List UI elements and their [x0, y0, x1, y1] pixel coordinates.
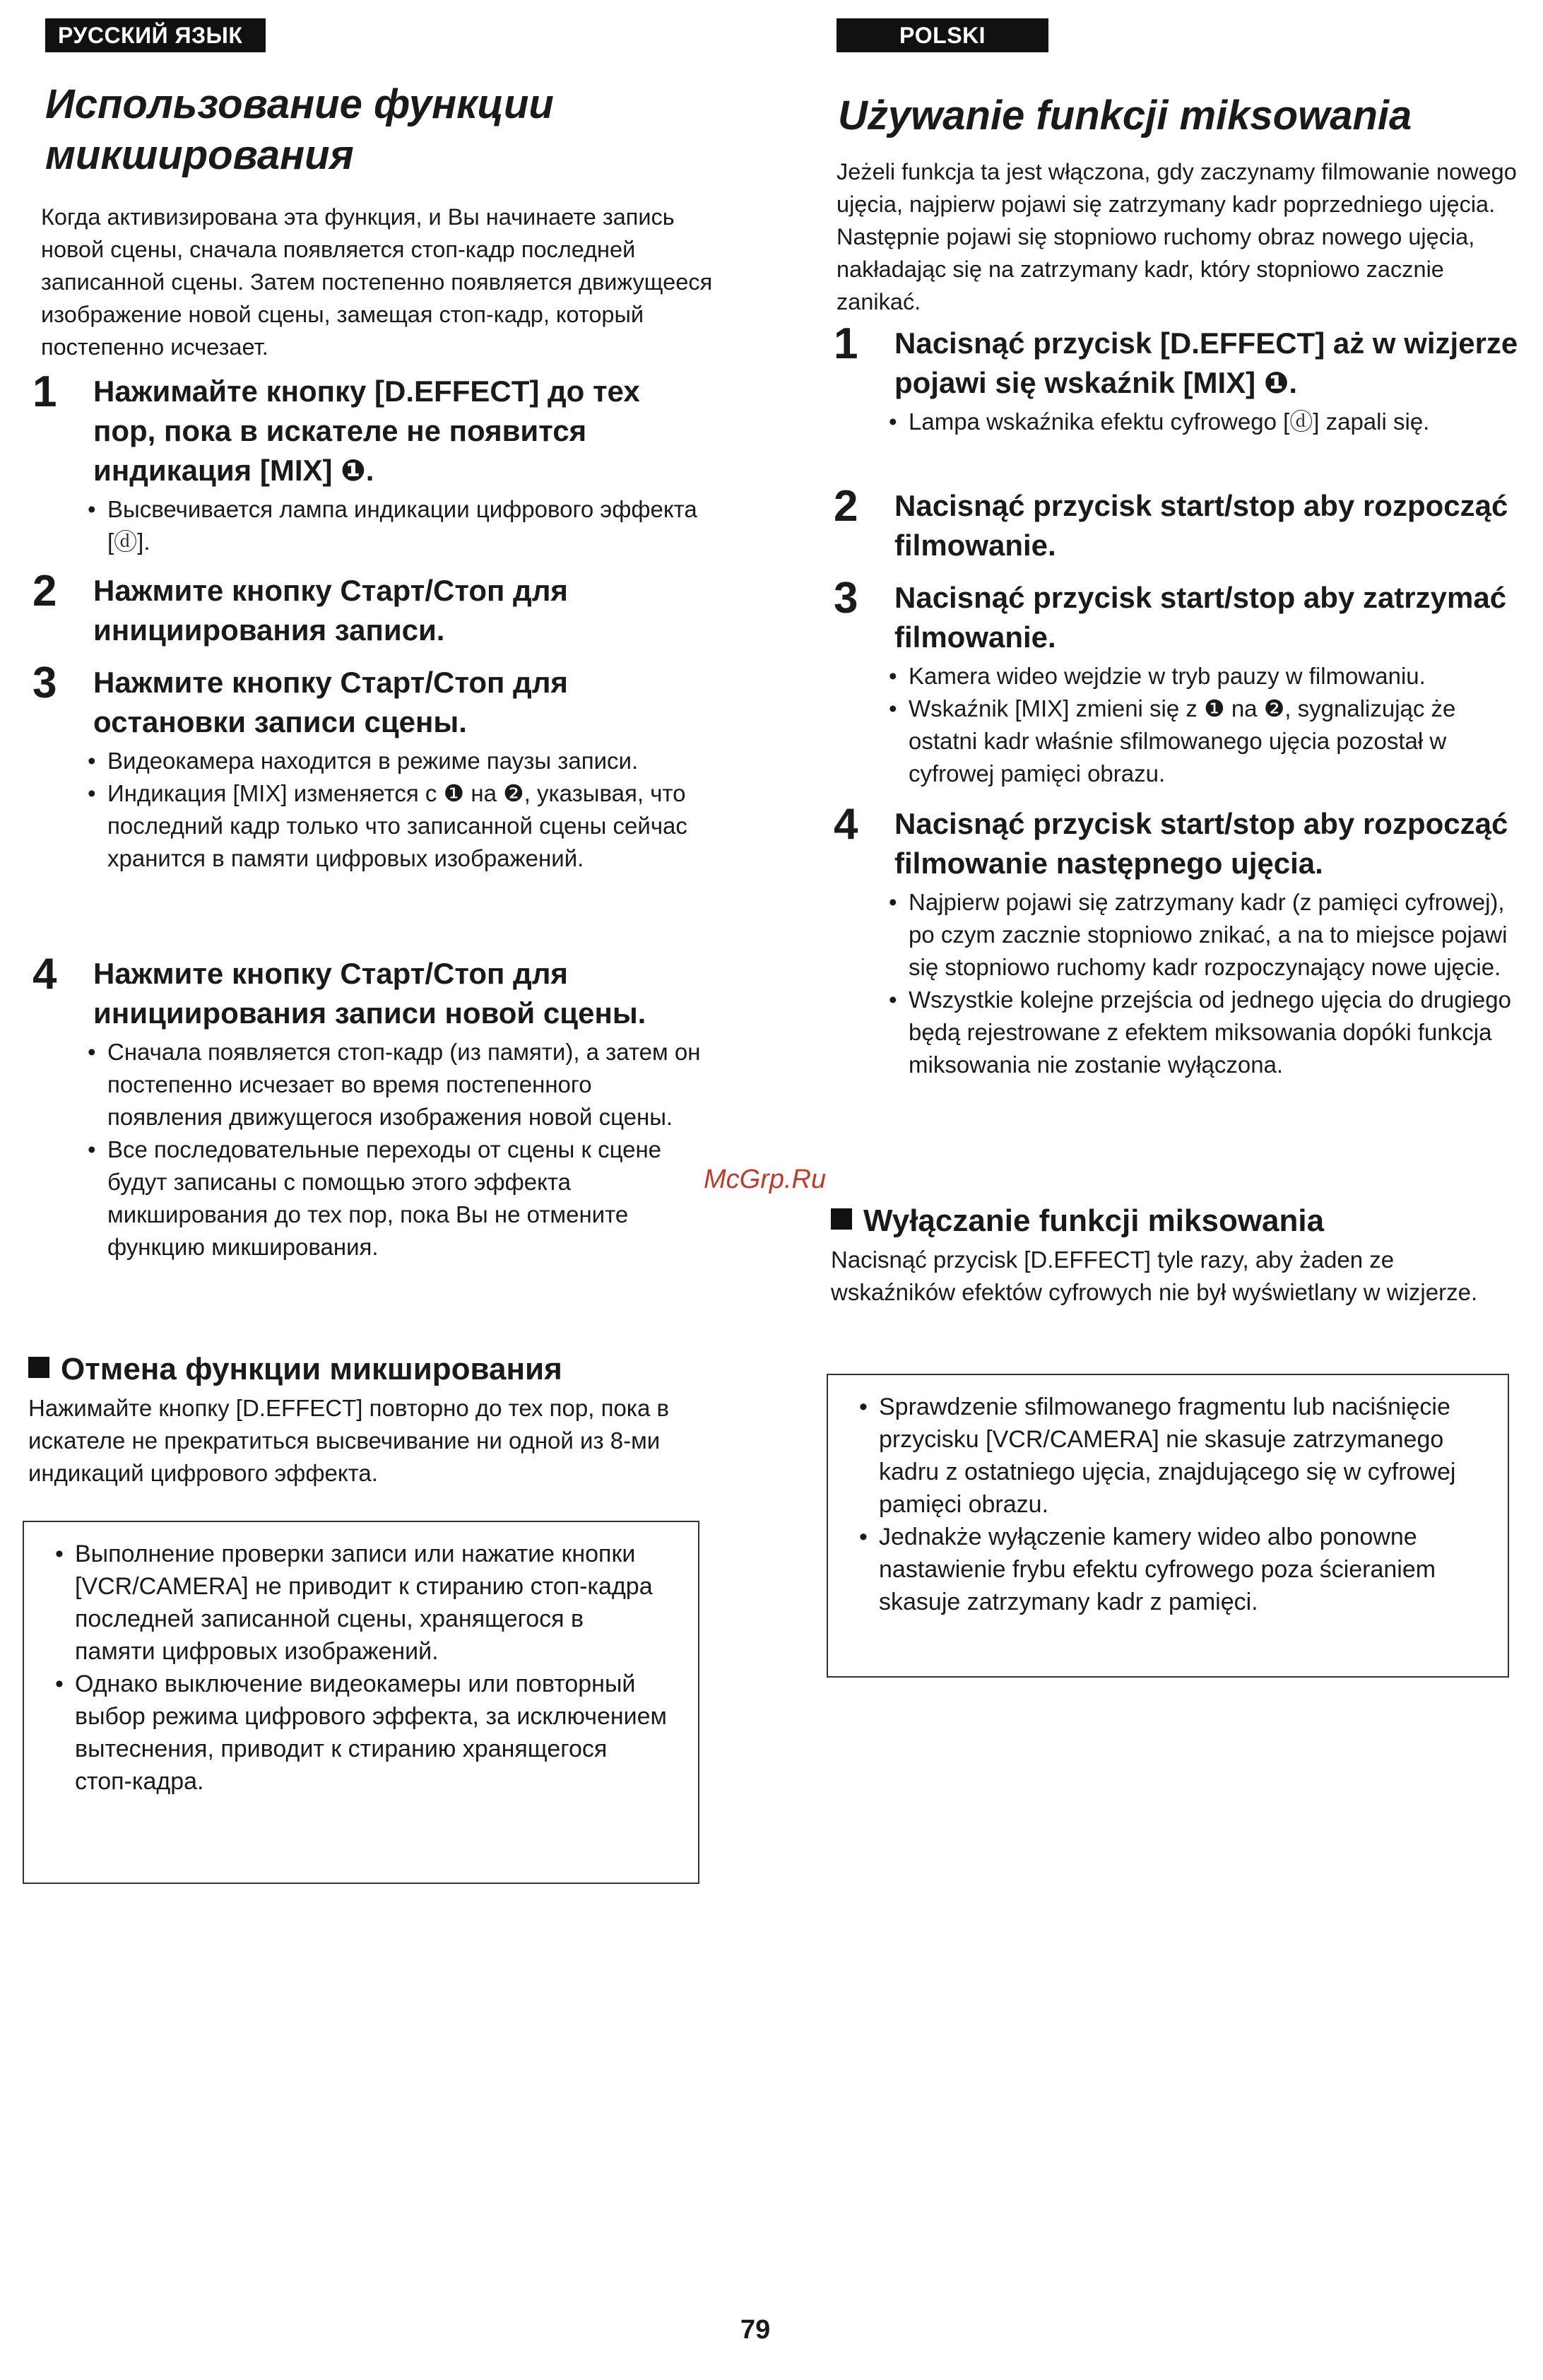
step-2: [827, 482, 1519, 565]
step-notes: [887, 406, 1519, 438]
step-number: 3: [834, 574, 858, 623]
section-title: Использование функции микширования: [45, 81, 554, 178]
cancel-heading: Отмена функции микширования: [28, 1350, 707, 1389]
step-number: 1: [32, 367, 57, 416]
language-tag: POLSKI: [836, 18, 1048, 52]
watermark: McGrp.Ru: [704, 1165, 827, 1194]
step-instruction: Нажимайте кнопку [D.EFFECT] до тех пор, пока в искателе не появится индикация [MIX] ❶.: [93, 375, 640, 487]
step-instruction: Nacisnąć przycisk start/stop aby rozpocząć filmowanie następnego ujęcia.: [894, 807, 1508, 880]
step-notes: [86, 493, 704, 558]
note-box: [23, 1521, 699, 1884]
section-title: Używanie funkcji miksowania: [838, 93, 1412, 139]
step-3: [827, 574, 1519, 790]
step-number: 3: [32, 659, 57, 707]
step-instruction: Nacisnąć przycisk start/stop aby rozpocząć filmowanie.: [894, 489, 1508, 562]
step-4: [827, 800, 1519, 1081]
step-instruction: Nacisnąć przycisk start/stop aby zatrzymać filmowanie.: [894, 581, 1507, 654]
note-item: • Lampa wskaźnika efektu cyfrowego [ⓓ] zapali się.: [887, 406, 1519, 438]
step-number: 2: [32, 567, 57, 615]
step-4: [25, 950, 704, 1263]
note-item: • Wszystkie kolejne przejścia od jednego ujęcia do drugiego będą rejestrowane z efektem miksowania dopóki funkcja miksowania nie zostanie wyłączona.: [887, 984, 1519, 1081]
step-2: [25, 567, 704, 650]
cancel-paragraph: Nacisnąć przycisk [D.EFFECT] tyle razy, aby żaden ze wskaźników efektów cyfrowych nie był wyświetlany w wizjerze.: [831, 1247, 1478, 1305]
step-number: 4: [32, 950, 57, 998]
language-tag: РУССКИЙ ЯЗЫК: [45, 18, 266, 52]
step-instruction: Нажмите кнопку Старт/Стоп для инициирования записи новой сцены.: [93, 957, 646, 1030]
note-item: • Высвечивается лампа индикации цифрового эффекта [ⓓ].: [86, 493, 704, 558]
step-notes: [887, 660, 1519, 790]
step-notes: [86, 745, 704, 875]
step-notes: [887, 886, 1519, 1081]
step-notes: [86, 1036, 704, 1263]
note-item: • Видеокамера находится в режиме паузы записи.: [86, 745, 704, 777]
note-item: • Wskaźnik [MIX] zmieni się z ❶ na ❷, sygnalizując że ostatni kadr właśnie sfilmowanego ujęcia pozostał w cyfrowej pamięci obrazu.: [887, 693, 1519, 790]
note-item: • Сначала появляется стоп-кадр (из памяти), а затем он постепенно исчезает во время постепенного появления движущегося изображения новой сцены.: [86, 1036, 704, 1133]
note-item: • Najpierw pojawi się zatrzymany kadr (z pamięci cyfrowej), po czym zacznie stopniowo znikać, a na to miejsce pojawi się stopniowo ruchomy kadr rozpoczynający nowe ujęcie.: [887, 886, 1519, 984]
page-number: 79: [740, 2315, 771, 2345]
step-number: 4: [834, 800, 858, 849]
note-box-list: [55, 1538, 670, 1798]
note-box-item: • Sprawdzenie sfilmowanego fragmentu lub naciśnięcie przycisku [VCR/CAMERA] nie skasuje zatrzymanego kadru z ostatniego ujęcia, znajdującego się w cyfrowej pamięci obrazu.: [859, 1391, 1479, 1521]
cancel-paragraph: Нажимайте кнопку [D.EFFECT] повторно до тех пор, пока в искателе не прекратиться высвечивание ни одной из 8-ми индикаций цифрового эффекта.: [28, 1395, 670, 1486]
note-box-item: • Jednakże wyłączenie kamery wideo albo ponowne nastawienie frybu efektu cyfrowego poza ścieraniem skasuje zatrzymany kadr z pamięci.: [859, 1521, 1479, 1618]
step-instruction: Нажмите кнопку Старт/Стоп для остановки записи сцены.: [93, 666, 568, 738]
note-box-list: [859, 1391, 1479, 1618]
step-3: [25, 659, 704, 875]
step-instruction: Nacisnąć przycisk [D.EFFECT] aż w wizjerze pojawi się wskaźnik [MIX] ❶.: [894, 326, 1518, 399]
note-item: • Kamera wideo wejdzie w tryb pauzy w filmowaniu.: [887, 660, 1519, 693]
note-box-item: • Однако выключение видеокамеры или повторный выбор режима цифрового эффекта, за исключением вытеснения, приводит к стиранию хранящегося стоп-кадра.: [55, 1668, 670, 1798]
step-number: 1: [834, 319, 858, 368]
intro-paragraph: Когда активизирована эта функция, и Вы начинаете запись новой сцены, сначала появляется стоп-кадр последней записанной сцены. Затем постепенно появляется движущееся изображение новой сцены, замещая стоп-кадр, который постепенно исчезает.: [41, 204, 713, 360]
step-1: [25, 367, 704, 558]
square-bullet-icon: [28, 1357, 49, 1378]
note-box-item: • Выполнение проверки записи или нажатие кнопки [VCR/CAMERA] не приводит к стиранию стоп-кадра последней записанной сцены, хранящегося в памяти цифровых изображений.: [55, 1538, 670, 1668]
note-item: • Индикация [MIX] изменяется с ❶ на ❷, указывая, что последний кадр только что записанной сцены сейчас хранится в памяти цифровых изображений.: [86, 777, 704, 875]
note-item: • Все последовательные переходы от сцены к сцене будут записаны с помощью этого эффекта микширования до тех пор, пока Вы не отмените функцию микширования.: [86, 1133, 704, 1263]
step-instruction: Нажмите кнопку Старт/Стоп для инициирования записи.: [93, 574, 568, 647]
step-1: [827, 319, 1519, 438]
intro-paragraph: Jeżeli funkcja ta jest włączona, gdy zaczynamy filmowanie nowego ujęcia, najpierw pojawi się zatrzymany kadr poprzedniego ujęcia. Następnie pojawi się stopniowo ruchomy obraz nowego ujęcia, nakładając się na zatrzymany kadr, który stopniowo zacznie zanikać.: [836, 159, 1517, 314]
note-box: [827, 1374, 1509, 1678]
square-bullet-icon: [831, 1208, 852, 1230]
step-number: 2: [834, 482, 858, 531]
cancel-heading: Wyłączanie funkcji miksowania: [831, 1201, 1509, 1241]
